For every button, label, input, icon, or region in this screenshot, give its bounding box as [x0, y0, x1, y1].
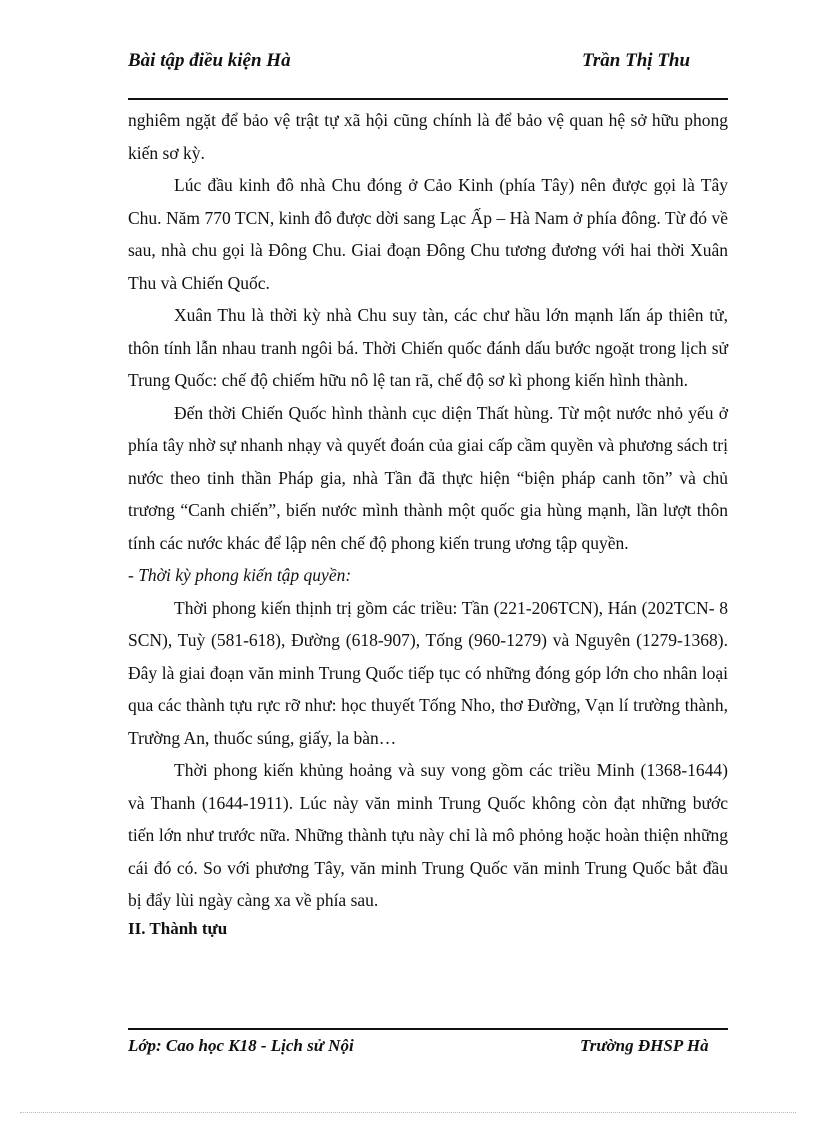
period-subheading: - Thời kỳ phong kiến tập quyền: — [128, 565, 352, 585]
footer-school: Trường ĐHSP Hà — [580, 1036, 709, 1055]
paragraph-khung-hoang: Thời phong kiến khủng hoảng và suy vong gồm các triều Minh (1368-1644) và Thanh (1644-1911). Lúc này văn minh Trung Quốc không còn đạt những bước tiến lớn như trước nữa. Những thành tựu này chỉ là mô phỏng hoặc hoàn thiện những cái đó có. So với phương Tây, văn minh Trung Quốc văn minh Trung Quốc bắt đầu bị đẩy lùi ngày càng xa về phía sau. — [128, 760, 728, 910]
paragraph-chien-quoc: Đến thời Chiến Quốc hình thành cục diện Thất hùng. Từ một nước nhỏ yếu ở phía tây nhờ sự nhanh nhạy và quyết đoán của giai cấp cầm quyền và phương sách trị nước theo tinh thần Pháp gia, nhà Tần đã thực hiện “biện pháp canh tõn” và chủ trương “Canh chiến”, biến nước mình thành một quốc gia hùng mạnh, lần lượt thôn tính các nước khác để lập nên chế độ phong kiến trung ương tập quyền. — [128, 402, 728, 553]
document-body — [128, 104, 728, 941]
footer-class: Lớp: Cao học K18 - Lịch sử Nội — [128, 1036, 354, 1055]
page-edge-divider — [20, 1112, 796, 1113]
section-heading: II. Thành tựu — [128, 918, 228, 938]
page-header — [128, 50, 728, 100]
header-title: Bài tập điều kiện Hà — [128, 50, 291, 71]
page-footer — [128, 1028, 728, 1055]
paragraph-tay-chu: Lúc đầu kinh đô nhà Chu đóng ở Cảo Kinh (phía Tây) nên được gọi là Tây Chu. Năm 770 TCN, kinh đô được dời sang Lạc Ấp – Hà Nam ở phía đông. Từ đó về sau, nhà chu gọi là Đông Chu. Giai đoạn Đông Chu tương đương với hai thời Xuân Thu và Chiến Quốc. — [128, 175, 728, 293]
paragraph-continuation: nghiêm ngặt để bảo vệ trật tự xã hội cũng chính là để bảo vệ quan hệ sở hữu phong kiến sơ kỳ. — [128, 110, 728, 163]
header-author: Trần Thị Thu — [582, 50, 691, 71]
paragraph-xuan-thu: Xuân Thu là thời kỳ nhà Chu suy tàn, các chư hầu lớn mạnh lấn áp thiên tử, thôn tính lẫn nhau tranh ngôi bá. Thời Chiến quốc đánh dấu bước ngoặt trong lịch sử Trung Quốc: chế độ chiếm hữu nô lệ tan rã, chế độ sơ kì phong kiến hình thành. — [128, 305, 728, 390]
paragraph-thinh-tri: Thời phong kiến thịnh trị gồm các triều: Tần (221-206TCN), Hán (202TCN- 8 SCN), Tuỳ (581-618), Đường (618-907), Tống (960-1279) và Nguyên (1279-1368). Đây là giai đoạn văn minh Trung Quốc tiếp tục có những đóng góp lớn cho nhân loại qua các thành tựu rực rỡ như: học thuyết Tống Nho, thơ Đường, Vạn lí trường thành, Trường An, thuốc súng, giấy, la bàn… — [128, 597, 728, 748]
